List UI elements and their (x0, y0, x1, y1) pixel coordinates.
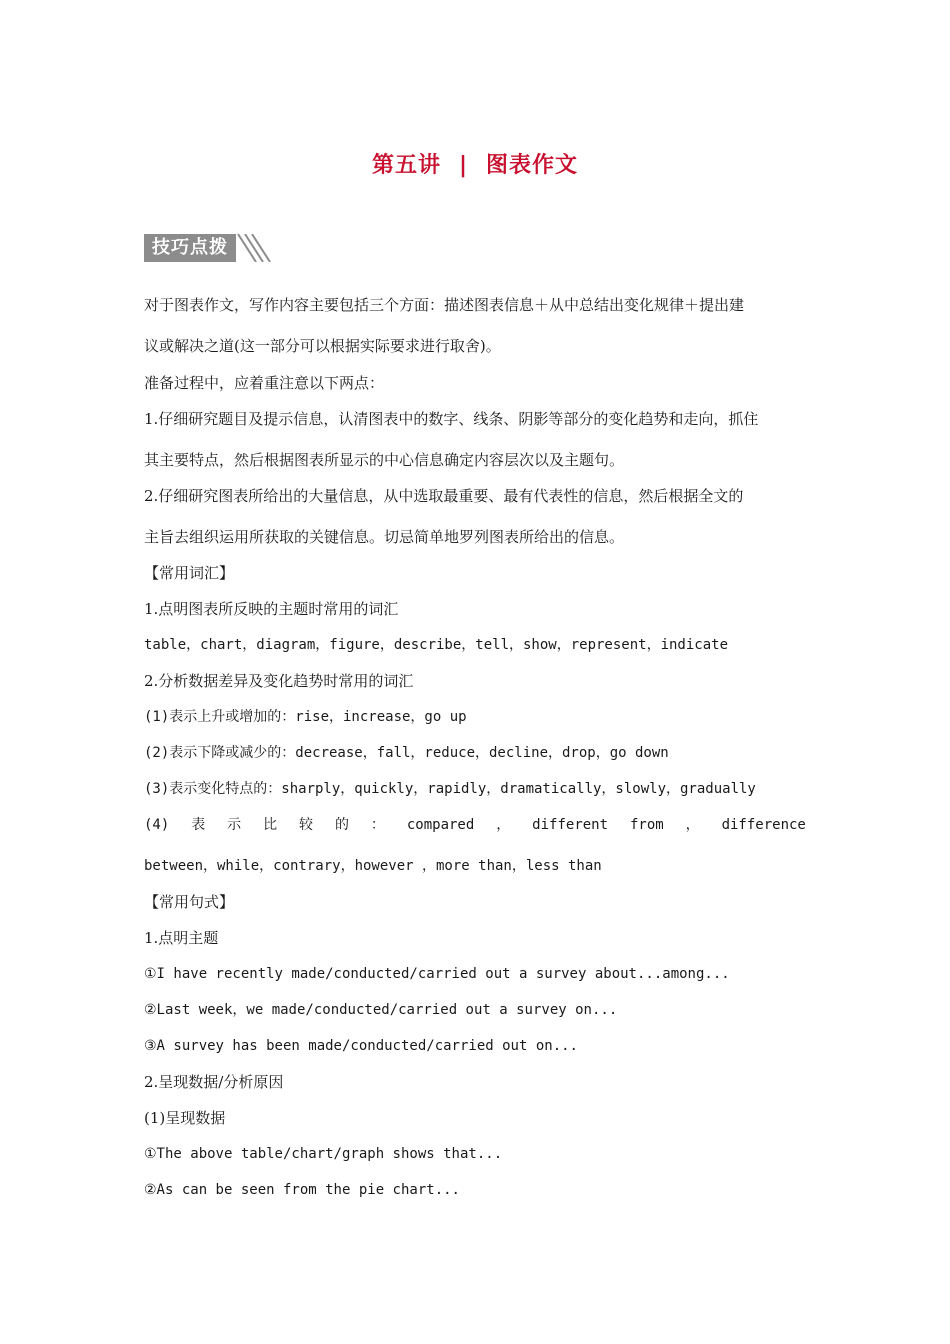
word-token: ， (685, 817, 700, 833)
word-token: 示 (227, 817, 242, 833)
paragraph-line: 议或解决之道(这一部分可以根据实际要求进行取舍)。 (144, 337, 501, 355)
word-token: compared (406, 817, 475, 833)
sentence-pattern: ③A survey has been made/conducted/carried out on... (144, 1038, 578, 1054)
subheading: 2.分析数据差异及变化趋势时常用的词汇 (144, 672, 414, 690)
subheading: (1)呈现数据 (144, 1109, 226, 1127)
subheading: 1.点明图表所反映的主题时常用的词汇 (144, 600, 399, 618)
title-lecture: 第五讲 (371, 153, 441, 178)
section-badge-label: 技巧点拨 (144, 234, 236, 262)
word-token: 比 (263, 817, 278, 833)
section-badge (144, 234, 272, 262)
word-token: difference (721, 817, 806, 833)
word-list: (1)表示上升或增加的：rise，increase，go up (144, 709, 467, 725)
paragraph-line: 主旨去组织运用所获取的关键信息。切忌简单地罗列图表所给出的信息。 (144, 528, 625, 546)
word-token: ： (370, 817, 385, 833)
sentence-pattern: ②Last week，we made/conducted/carried out a survey on... (144, 1002, 618, 1018)
word-token: from (629, 817, 664, 833)
word-token: 表 (191, 817, 206, 833)
paragraph-line: 1.仔细研究题目及提示信息，认清图表中的数字、线条、阴影等部分的变化趋势和走向，抓住 (144, 410, 759, 428)
paragraph-line: 准备过程中，应着重注意以下两点： (144, 374, 385, 392)
word-list: between，while，contrary，however ，more than，less than (144, 858, 602, 874)
badge-stripes-icon (236, 234, 272, 262)
section-heading: 【常用词汇】 (144, 564, 235, 582)
word-list: (3)表示变化特点的：sharply，quickly，rapidly，dramatically，slowly，gradually (144, 781, 756, 797)
word-token: 较 (299, 817, 314, 833)
sentence-pattern: ②As can be seen from the pie chart... (144, 1182, 460, 1198)
word-token: different (532, 817, 609, 833)
subheading: 1.点明主题 (144, 929, 219, 947)
word-token: 的 (334, 817, 349, 833)
sentence-pattern: ①The above table/chart/graph shows that... (144, 1146, 503, 1162)
section-heading: 【常用句式】 (144, 893, 235, 911)
page-title (0, 148, 950, 179)
word-list-justified (144, 815, 806, 835)
title-topic: 图表作文 (486, 153, 579, 178)
word-token: ， (496, 817, 511, 833)
paragraph-line: 其主要特点，然后根据图表所显示的中心信息确定内容层次以及主题句。 (144, 451, 625, 469)
paragraph-line: 对于图表作文，写作内容主要包括三个方面：描述图表信息＋从中总结出变化规律＋提出建 (144, 296, 745, 314)
paragraph-line: 2.仔细研究图表所给出的大量信息，从中选取最重要、最有代表性的信息，然后根据全文的 (144, 487, 744, 505)
title-separator: | (458, 153, 469, 178)
word-token: (4) (144, 817, 170, 833)
word-list: (2)表示下降或减少的：decrease，fall，reduce，decline，drop，go down (144, 745, 669, 761)
subheading: 2.呈现数据/分析原因 (144, 1073, 284, 1091)
word-list: table，chart，diagram，figure，describe，tell，show，represent，indicate (144, 637, 729, 653)
sentence-pattern: ①I have recently made/conducted/carried out a survey about...among... (144, 966, 730, 982)
